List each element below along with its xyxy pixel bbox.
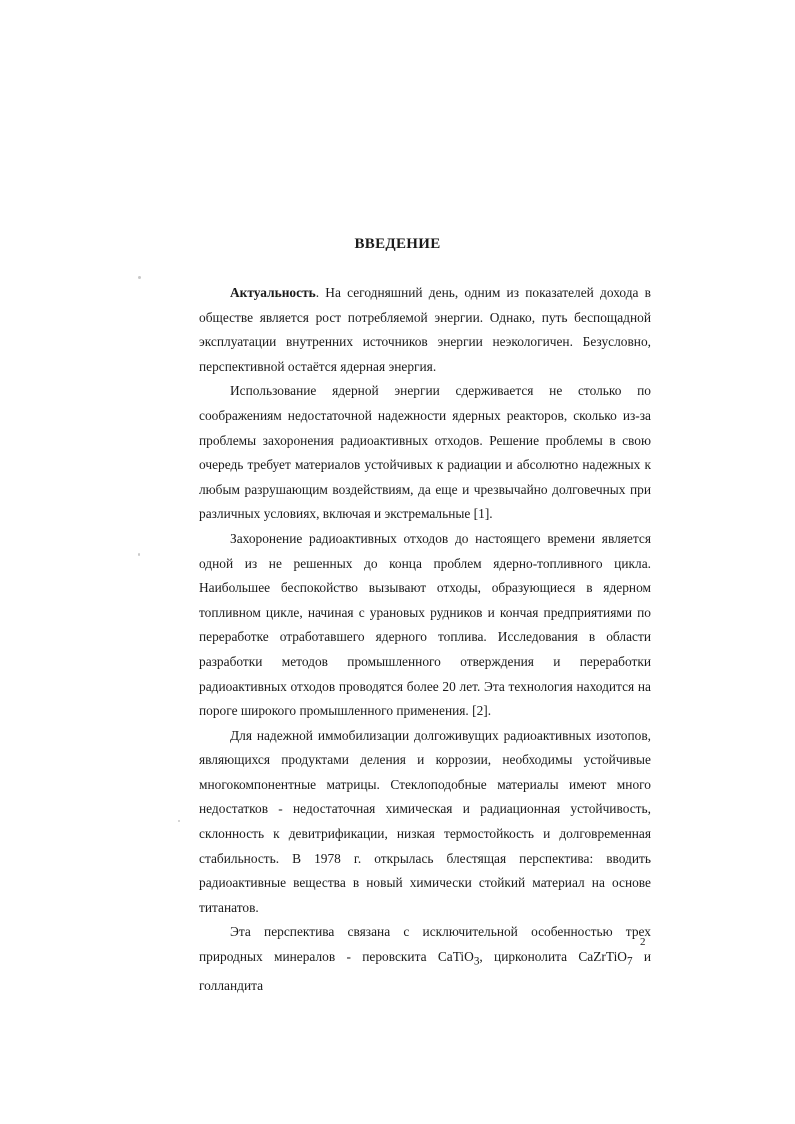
paragraph: Использование ядерной энергии сдерживается не столько по соображениям недостаточной надежности ядерных реакторов, сколько из-за проблемы захоронения радиоактивных отходов. Решение проблемы в свою очередь требует материалов устойчивых к радиации и абсолютно надежных к любым разрушающим воздействиям, да еще и чрезвычайно долговечных при различных условиях, включая и экстремальные [1]. [199, 383, 651, 522]
subscript: 3 [473, 955, 480, 968]
scan-speck [138, 553, 140, 556]
paragraph-lead: Актуальность [230, 285, 316, 300]
scan-speck [138, 276, 141, 279]
paragraph-text: и голландита [199, 949, 651, 994]
paragraph: Для надежной иммобилизации долгоживущих радиоактивных изотопов, являющихся продуктами деления и коррозии, необходимы устойчивые многокомпонентные матрицы. Стеклоподобные материалы имеют много недостатков - недостаточная химическая и радиационная устойчивость, склонность к девитрификации, низкая термостойкость и долговременная стабильность. В 1978 г. открылась блестящая перспектива: вводить радиоактивные вещества в новый химически стойкий материал на основе титанатов. [199, 727, 651, 915]
paragraph: Захоронение радиоактивных отходов до настоящего времени является одной из не решенных до конца проблем ядерно-топливного цикла. Наибольшее беспокойство вызывают отходы, образующиеся в ядерном топливном цикле, начиная с урановых рудников и кончая предприятиями по переработке отработавшего ядерного топлива. Исследования в области разработки методов промышленного отверждения и переработки радиоактивных отходов проводятся более 20 лет. Эта технология находится на пороге широкого промышленного применения. [2]. [199, 530, 651, 719]
scan-speck [178, 820, 180, 822]
paragraph-text: Эта перспектива связана с исключительной особенностью трех природных минералов - перовскита CaTiO [199, 924, 651, 965]
paragraph-text: , цирконолита CaZrTiO [479, 949, 627, 965]
paragraph-relevance [199, 281, 651, 379]
body-text [199, 281, 651, 999]
paragraph-minerals [199, 920, 651, 998]
paragraph-text: . На сегодняшний день, одним из показателей дохода в обществе является рост потребляемой энергии. Однако, путь беспощадной эксплуатации внутренних источников энергии неэкологичен. Безусловно, перспективной остаётся ядерная энергия. [199, 285, 651, 374]
page-title: ВВЕДЕНИЕ [354, 236, 441, 252]
subscript: 7 [626, 955, 633, 968]
page-number: 2 [640, 936, 646, 948]
